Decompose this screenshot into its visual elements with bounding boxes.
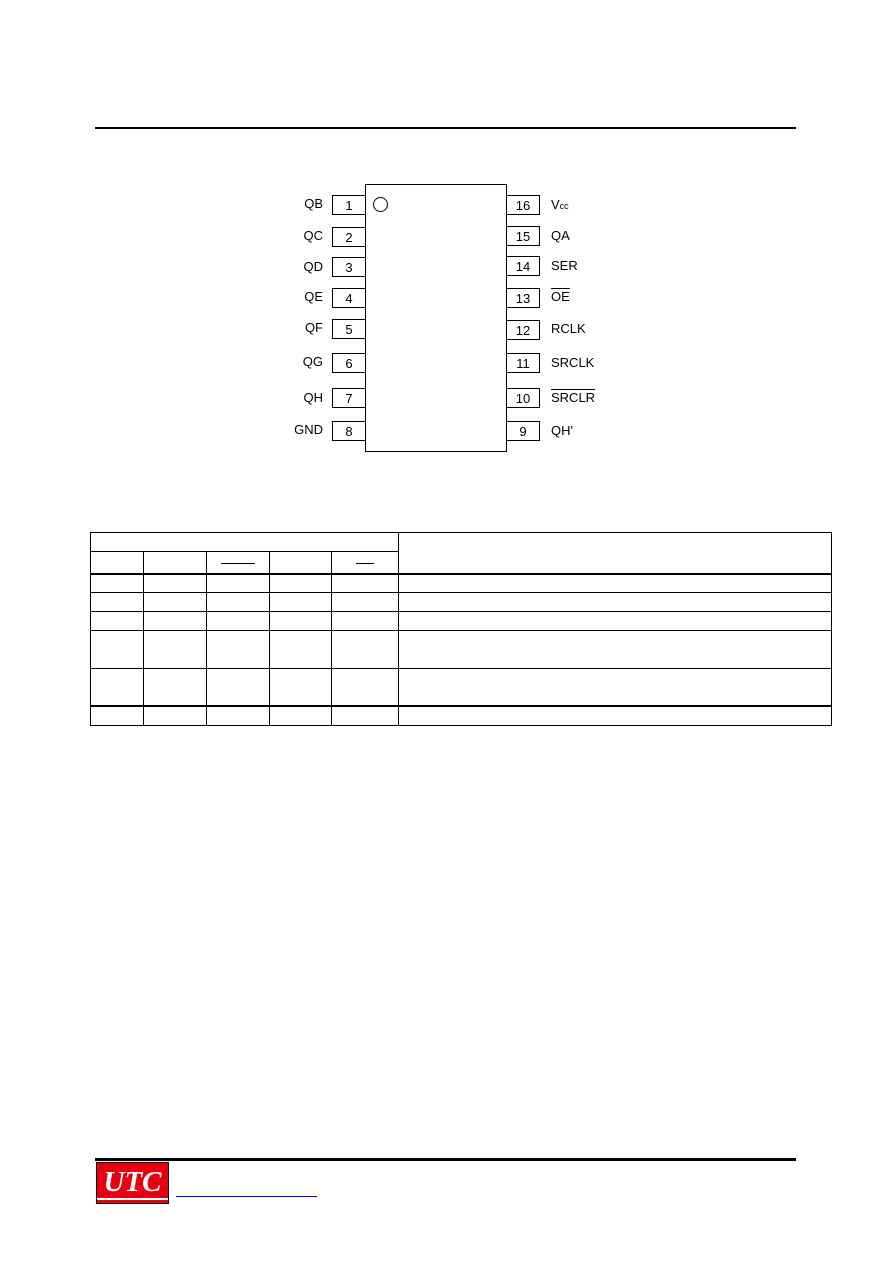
header-cell [144,552,207,574]
header-rule [95,127,796,129]
table-row [91,631,832,668]
pin-name-5: QF [304,320,323,335]
header-cell [270,552,332,574]
pin-number-3: 3 [332,257,366,277]
pin-number-15: 15 [506,226,540,246]
utc-logo [96,1162,169,1204]
pin-name-2: QC [303,228,323,243]
header-cell [91,552,144,574]
pin-name-3: QD [303,259,323,274]
pin-number-2: 2 [332,227,366,247]
pin-number-1: 1 [332,195,366,215]
ic-package-body [365,184,507,452]
pin-name-13: $\overline{OE}$ [551,289,570,304]
pin-name-6: QG [302,354,323,369]
logo-underline [97,1198,168,1200]
pin-name-16: Vcc [551,197,569,212]
pin1-indicator-icon [373,197,388,212]
pin-number-10: 10 [506,388,540,408]
function-header-cell [399,533,832,574]
pin-name-14: SER [551,258,578,273]
pin-name-10: SRCLR [551,390,596,405]
pin-number-4: 4 [332,288,366,308]
website-link[interactable] [176,1196,317,1197]
table-header-row [91,533,832,552]
pin-number-13: 13 [506,288,540,308]
pin-name-7: QH [303,390,323,405]
pin-number-9: 9 [506,421,540,441]
logo-text: UTC [103,1166,162,1198]
header-cell-overlined [332,552,399,574]
pin-name-1: QB [304,196,323,211]
pin-name-8: GND [294,422,323,437]
pin-number-5: 5 [332,319,366,339]
pin-name-11: SRCLK [551,355,595,370]
pin-number-16: 16 [506,195,540,215]
inputs-header-cell [91,533,399,552]
header-cell-overlined [207,552,270,574]
pin-number-7: 7 [332,388,366,408]
table-row [91,612,832,631]
table-row [91,593,832,612]
pin-number-11: 11 [506,353,540,373]
pin-name-12: RCLK [551,321,586,336]
function-table [90,532,832,726]
table-row [91,706,832,725]
pin-name-9: QH' [551,423,573,438]
pin-number-6: 6 [332,353,366,373]
pin-number-8: 8 [332,421,366,441]
footer-rule [95,1158,796,1161]
pin-number-12: 12 [506,320,540,340]
pin-name-15: QA [551,228,570,243]
overline-bar [356,563,374,564]
pin-name-4: QE [304,289,323,304]
table-row [91,574,832,593]
pin-number-14: 14 [506,256,540,276]
table-row [91,668,832,706]
overline-bar [221,563,255,564]
